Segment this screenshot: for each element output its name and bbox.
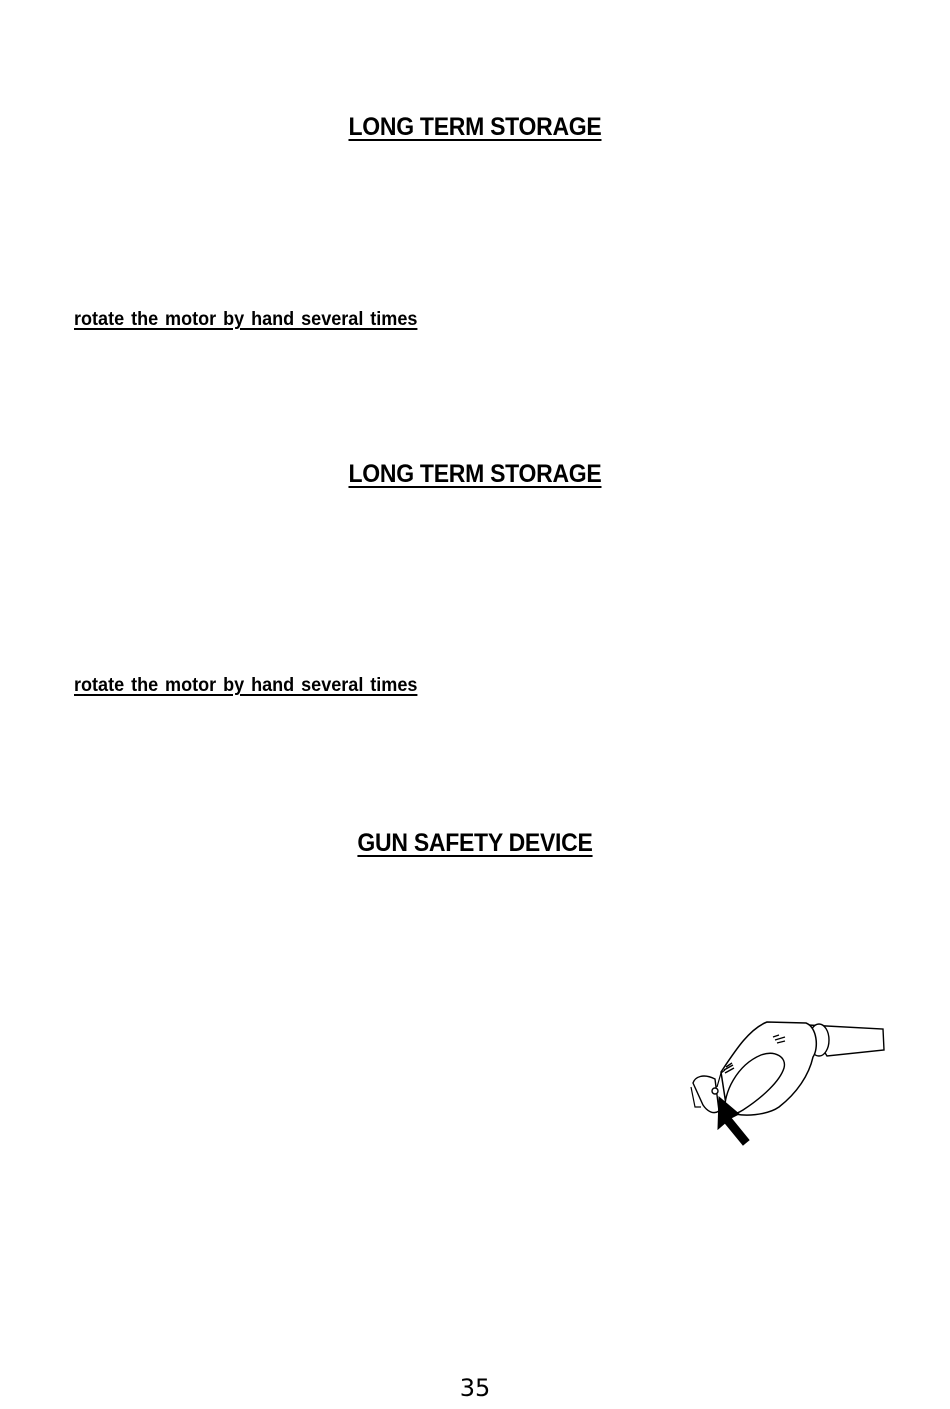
motor-rotation-note-repeat: rotate the motor by hand several times (74, 675, 418, 696)
section-heading-long-term-storage-repeat: LONG TERM STORAGE (348, 460, 602, 488)
section-heading-gun-safety-device: GUN SAFETY DEVICE (357, 829, 593, 857)
spray-gun-safety-catch-icon (685, 1015, 890, 1150)
page-number: 35 (459, 1374, 491, 1402)
section-heading-long-term-storage: LONG TERM STORAGE (348, 113, 602, 141)
motor-rotation-note: rotate the motor by hand several times (74, 309, 418, 330)
